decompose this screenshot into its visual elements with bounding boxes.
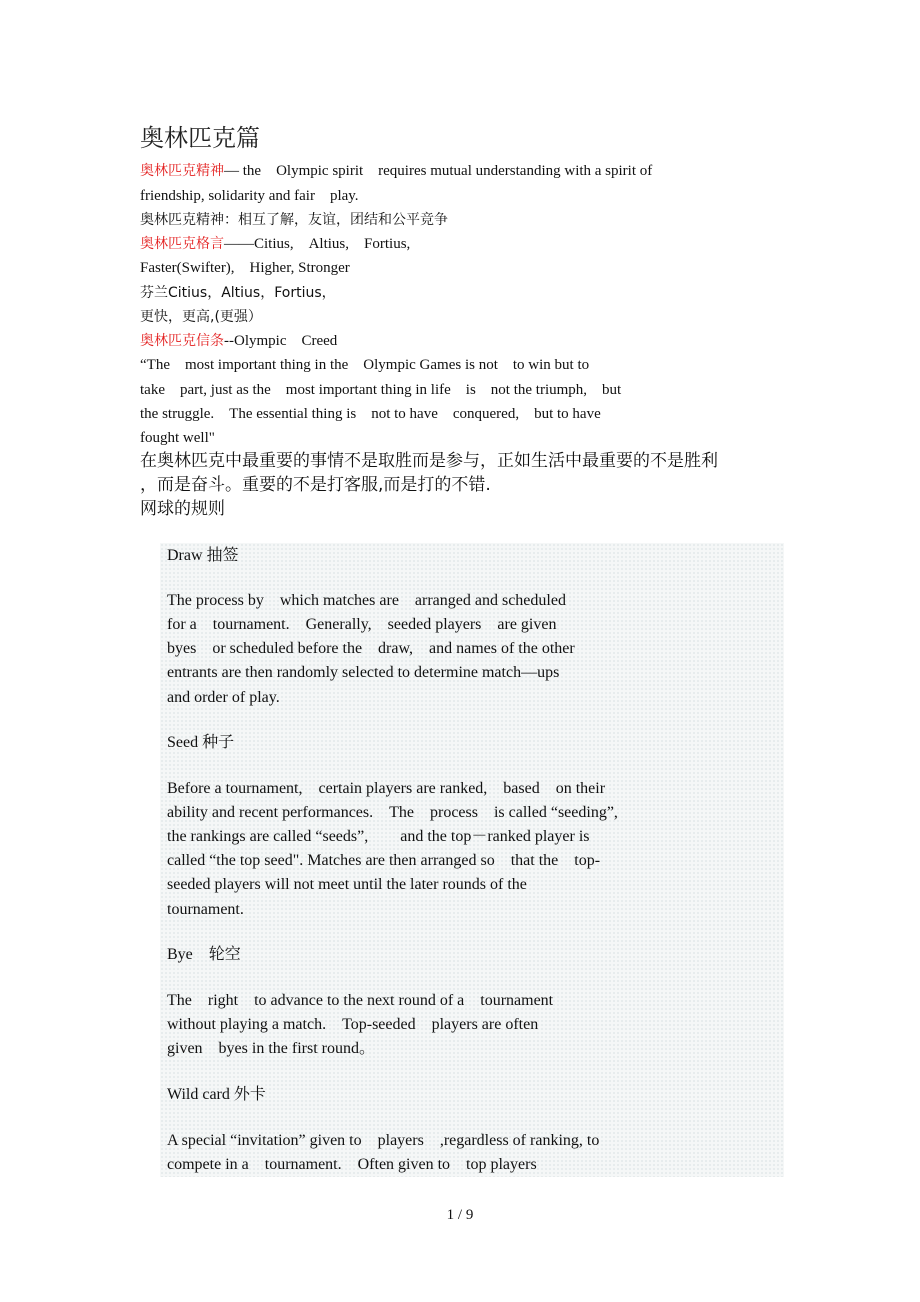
spirit-line-2: friendship, solidarity and fair play. [140,188,359,204]
seed-line-1: Before a tournament, certain players are ranked, based on their [167,780,606,797]
seed-line-4: called “the top seed". Matches are then arranged so that the top- [167,852,601,869]
wild-card-line-2: compete in a tournament. Often given to top players [167,1156,537,1173]
seed-line-2: ability and recent performances. The process is called “seeding”, [167,804,618,821]
creed-text-1: --Olympic Creed [224,333,338,349]
creed-cn-1: 在奥林匹克中最重要的事情不是取胜而是参与，正如生活中最重要的不是胜利 [140,451,718,471]
motto-text-1: ——Citius, Altius, Fortius, [224,236,411,252]
draw-line-1: The process by which matches are arranged and scheduled [167,592,566,609]
creed-label: 奥林匹克信条 [140,333,224,349]
creed-line-4: the struggle. The essential thing is not to have conquered, but to have [140,406,601,422]
spirit-text-1: — the Olympic spirit requires mutual understanding with a spirit of [224,163,653,179]
wild-card-heading: Wild card 外卡 [167,1086,266,1103]
creed-line-5: fought well" [140,430,215,446]
bye-line-1: The right to advance to the next round of a tournament [167,992,554,1009]
draw-line-5: and order of play. [167,689,280,706]
bye-line-3: given byes in the first round。 [167,1040,375,1057]
wild-card-line-1: A special “invitation” given to players ,regardless of ranking, to [167,1132,600,1149]
bye-heading: Bye 轮空 [167,946,241,963]
tennis-rules-heading: 网球的规则 [140,499,225,519]
seed-line-6: tournament. [167,901,244,918]
draw-line-3: byes or scheduled before the draw, and names of the other [167,640,575,657]
motto-line-1 [140,234,410,254]
creed-line-1 [140,331,337,351]
creed-line-3: take part, just as the most important thing in life is not the triumph, but [140,382,622,398]
draw-line-2: for a tournament. Generally, seeded players are given [167,616,557,633]
spirit-line-1 [140,161,652,181]
seed-heading: Seed 种子 [167,734,235,751]
motto-line-3: 芬兰Citius，Altius，Fortius， [140,285,336,301]
creed-line-2: “The most important thing in the Olympic Games is not to win but to [140,357,590,373]
page-number: 1 / 9 [446,1207,474,1223]
motto-cn: 更快，更高,(更强） [140,309,262,325]
page-title: 奥林匹克篇 [140,124,260,152]
spirit-cn: 奥林匹克精神：相互了解，友谊，团结和公平竞争 [140,212,448,228]
motto-line-2: Faster(Swifter), Higher, Stronger [140,260,350,276]
seed-line-5: seeded players will not meet until the later rounds of the [167,876,527,893]
spirit-label: 奥林匹克精神 [140,163,224,179]
draw-heading: Draw 抽签 [167,547,239,564]
seed-line-3: the rankings are called “seeds”, and the top－ranked player is [167,828,590,845]
motto-label: 奥林匹克格言 [140,236,224,252]
draw-line-4: entrants are then randomly selected to determine match—ups [167,664,560,681]
bye-line-2: without playing a match. Top-seeded players are often [167,1016,539,1033]
creed-cn-2: ，而是奋斗。重要的不是打客服,而是打的不错. [140,475,491,495]
tennis-terms-box [160,543,784,1177]
